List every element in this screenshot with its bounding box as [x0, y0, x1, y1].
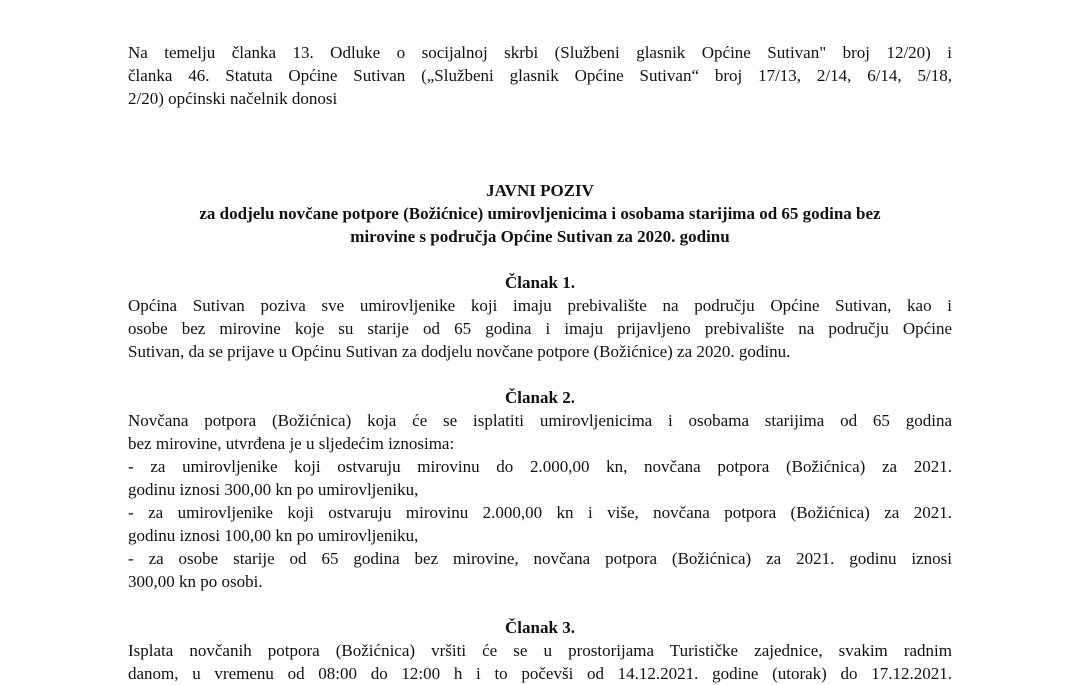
- document-page: [128, 0, 952, 683]
- article-line: Sutivan, da se prijave u Općinu Sutivan za dodjelu novčane potpore (Božićnice) za 2020. godinu.: [128, 342, 791, 361]
- article-line: 300,00 kn po osobi.: [128, 572, 263, 591]
- intro-line: Na temelju članka 13. Odluke o socijalnoj skrbi (Službeni glasnik Općine Sutivan" broj 12/20) i: [128, 43, 952, 62]
- title-subtitle-line: za dodjelu novčane potpore (Božićnice) umirovljenicima i osobama starijima od 65 godina bez: [199, 204, 881, 223]
- article-line: osobe bez mirovine koje su starije od 65 godina i imaju prijavljeno prebivalište na području Općine: [128, 319, 952, 338]
- article-line: Općina Sutivan poziva sve umirovljenike koji imaju prebivalište na području Općine Sutivan, kao i: [128, 296, 952, 315]
- title-heading: JAVNI POZIV: [486, 181, 594, 200]
- article-line: danom, u vremenu od 08:00 do 12:00 h i to počevši od 14.12.2021. godine (utorak) do 17.12.2021.: [128, 664, 952, 683]
- title-subtitle-line: mirovine s područja Općine Sutivan za 2020. godinu: [350, 227, 730, 246]
- article-line: bez mirovine, utvrđena je u sljedećim iznosima:: [128, 434, 455, 453]
- article-body: [128, 639, 952, 685]
- intro-paragraph: [128, 41, 952, 110]
- article-line: godinu iznosi 300,00 kn po umirovljeniku,: [128, 480, 419, 499]
- article-heading: Članak 2.: [505, 388, 575, 407]
- article-line: godinu iznosi 100,00 kn po umirovljeniku,: [128, 526, 419, 545]
- article-heading: Članak 3.: [505, 618, 575, 637]
- article-body: [128, 294, 952, 363]
- article-line: Isplata novčanih potpora (Božićnica) vršiti će se u prostorijama Turističke zajednice, svakim radnim: [128, 641, 952, 660]
- intro-line: članka 46. Statuta Općine Sutivan („Službeni glasnik Općine Sutivan“ broj 17/13, 2/14, 6/14, 5/18,: [128, 66, 952, 85]
- article-line: - za umirovljenike koji ostvaruju mirovinu 2.000,00 kn i više, novčana potpora (Božićnica) za 2021.: [128, 503, 952, 522]
- article-2: [128, 386, 952, 593]
- article-body: [128, 409, 952, 593]
- intro-line: 2/20) općinski načelnik donosi: [128, 89, 338, 108]
- document-title: [128, 179, 952, 248]
- article-line: - za umirovljenike koji ostvaruju mirovinu do 2.000,00 kn, novčana potpora (Božićnica) za 2021.: [128, 457, 952, 476]
- article-line: Novčana potpora (Božićnica) koja će se isplatiti umirovljenicima i osobama starijima od 65 godina: [128, 411, 952, 430]
- article-heading: Članak 1.: [505, 273, 575, 292]
- article-line: - za osobe starije od 65 godina bez mirovine, novčana potpora (Božićnica) za 2021. godinu iznosi: [128, 549, 952, 568]
- article-1: [128, 271, 952, 363]
